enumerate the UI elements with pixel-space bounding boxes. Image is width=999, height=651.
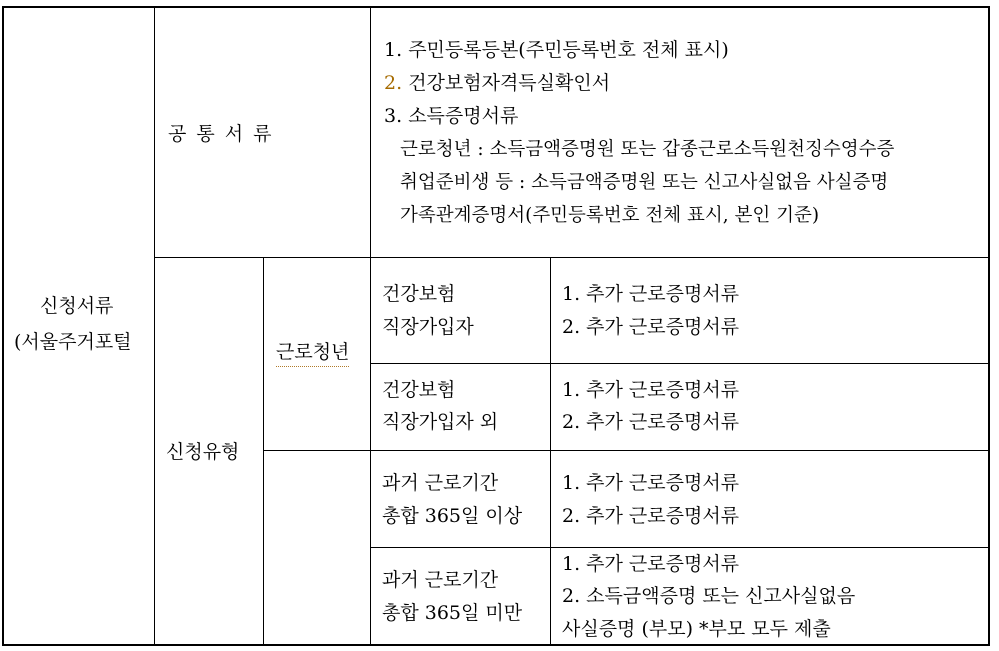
row-divider-1 xyxy=(370,363,990,364)
common-item-1-num: 1. xyxy=(384,39,403,61)
common-item-2-num: 2. xyxy=(384,72,403,94)
col-divider-common xyxy=(370,6,371,258)
worker-youth-label: 근로청년 xyxy=(276,338,349,367)
common-item-1 xyxy=(384,34,729,66)
common-item-3 xyxy=(384,100,518,132)
common-docs-label: 공 통 서 류 xyxy=(168,123,274,145)
row3-condition-line1: 과거 근로기간 xyxy=(382,472,499,494)
row1-doc-1: 1. 추가 근로증명서류 xyxy=(562,283,740,305)
table-right-border xyxy=(988,6,990,646)
row1-condition-line2: 직장가입자 xyxy=(382,316,474,338)
col-divider-docs xyxy=(550,257,551,646)
row4-doc-2: 2. 소득금액증명 또는 신고사실없음 xyxy=(562,585,856,607)
table-top-border xyxy=(2,6,990,8)
left-header-line2: (서울주거포털 xyxy=(14,331,132,353)
row2-doc-1: 1. 추가 근로증명서류 xyxy=(562,379,740,401)
row4-doc-3: 사실증명 (부모) *부모 모두 제출 xyxy=(562,618,831,640)
col-divider-type xyxy=(263,257,264,646)
row3-doc-2: 2. 추가 근로증명서류 xyxy=(562,505,740,527)
common-item-2-text: 건강보험자격득실확인서 xyxy=(408,72,611,94)
row4-condition-line2: 총합 365일 미만 xyxy=(382,602,523,624)
common-item-3-text: 소득증명서류 xyxy=(408,105,519,127)
row2-doc-2: 2. 추가 근로증명서류 xyxy=(562,411,740,433)
common-item-3-num: 3. xyxy=(384,105,403,127)
application-type-label: 신청유형 xyxy=(166,441,240,463)
common-sub-item-3: 가족관계증명서(주민등록번호 전체 표시, 본인 기준) xyxy=(400,205,820,226)
common-sub-item-2: 취업준비생 등 : 소득금액증명원 또는 신고사실없음 사실증명 xyxy=(400,172,889,193)
col-divider-condition xyxy=(370,257,371,646)
row-divider-2 xyxy=(263,450,990,451)
common-item-1-text: 주민등록등본(주민등록번호 전체 표시) xyxy=(408,39,729,61)
row2-condition-line1: 건강보험 xyxy=(382,379,456,401)
row1-condition-line1: 건강보험 xyxy=(382,283,456,305)
table-left-border xyxy=(2,6,4,646)
row2-condition-line2: 직장가입자 외 xyxy=(382,411,499,433)
row4-doc-1: 1. 추가 근로증명서류 xyxy=(562,553,740,575)
common-sub-item-1: 근로청년 : 소득금액증명원 또는 갑종근로소득원천징수영수증 xyxy=(400,139,895,160)
row3-condition-line2: 총합 365일 이상 xyxy=(382,505,523,527)
col-divider-1 xyxy=(154,6,155,646)
row3-doc-1: 1. 추가 근로증명서류 xyxy=(562,472,740,494)
row1-doc-2: 2. 추가 근로증명서류 xyxy=(562,316,740,338)
left-header-line1: 신청서류 xyxy=(40,295,114,317)
table-bottom-border xyxy=(2,644,990,646)
common-item-2 xyxy=(384,67,610,99)
row-divider-common xyxy=(154,257,990,258)
row4-condition-line1: 과거 근로기간 xyxy=(382,569,499,591)
